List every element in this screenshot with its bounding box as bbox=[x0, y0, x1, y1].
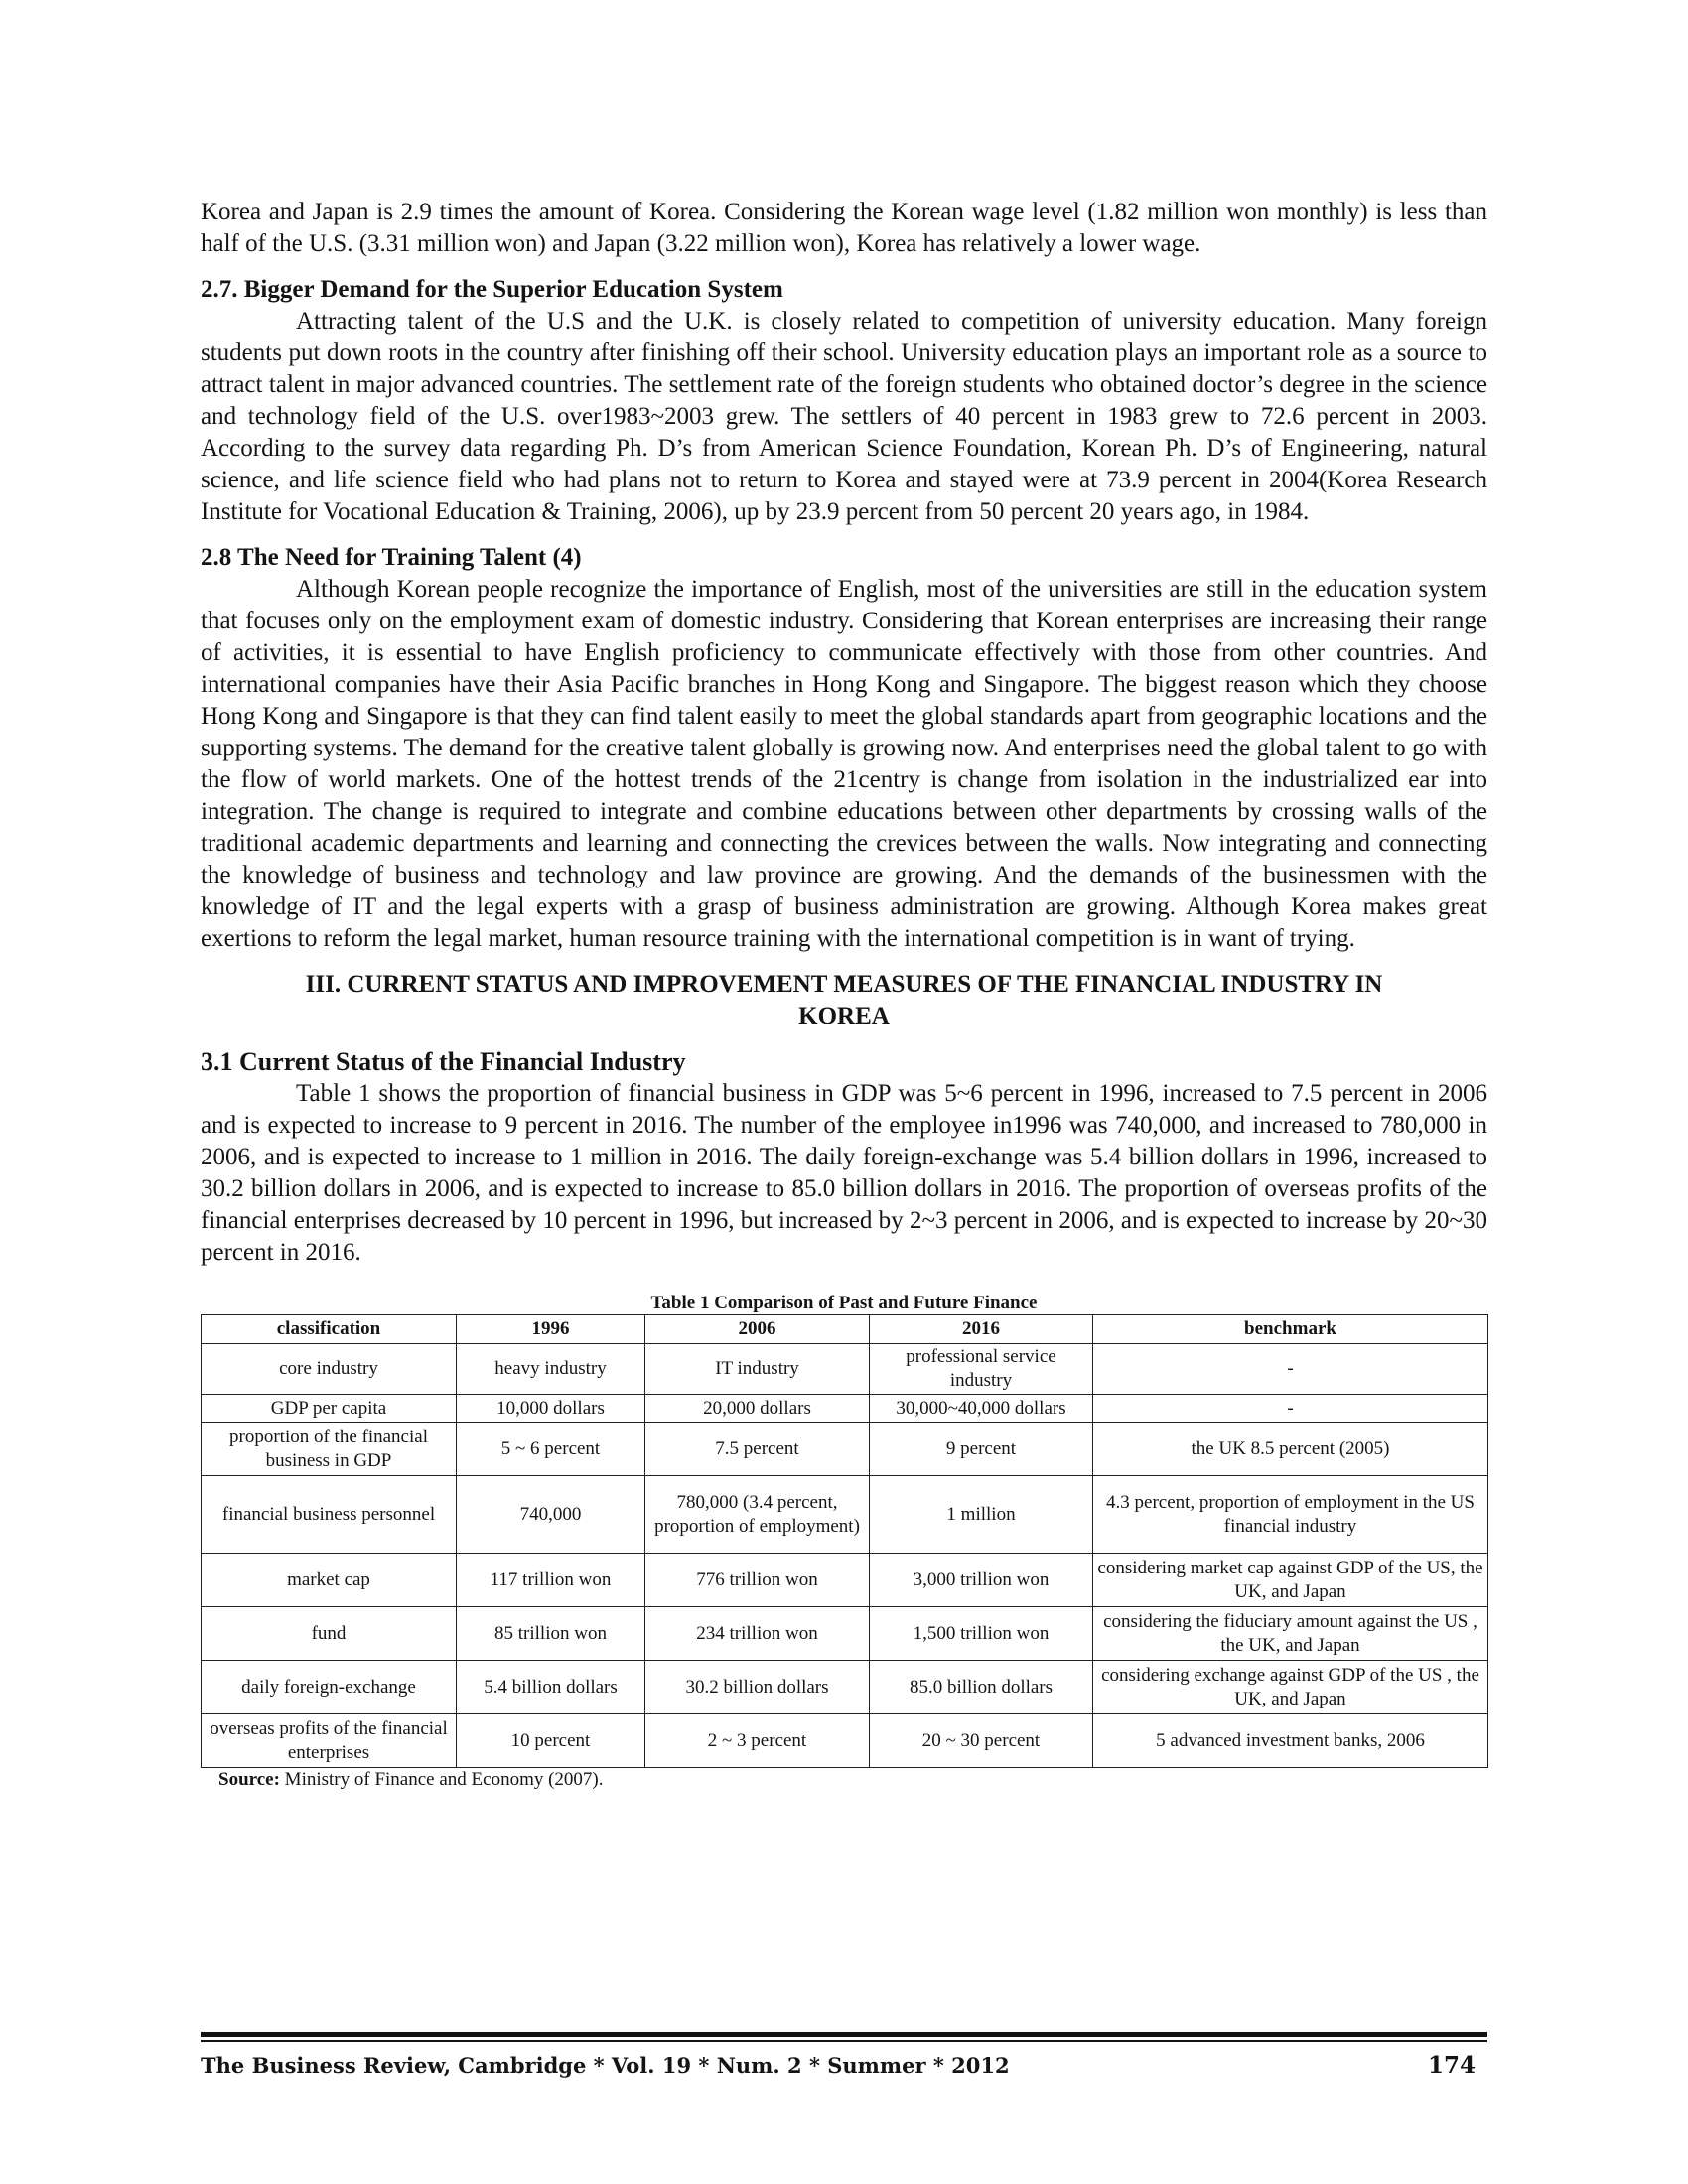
page-footer bbox=[201, 2032, 1487, 2079]
section-3-1-paragraph: Table 1 shows the proportion of financial business in GDP was 5~6 percent in 1996, increased to 7.5 percent in 2006 and is expected to increase to 9 percent in 2016. The number of the employee in1996 was 740,000, and increased to 780,000 in 2006, and is expected to increase to 1 million in 2016. The daily foreign-exchange was 5.4 billion dollars in 1996, increased to 30.2 billion dollars in 2006, and is expected to increase to 85.0 billion dollars in 2016. The proportion of overseas profits of the financial enterprises decreased by 10 percent in 1996, but increased by 2~3 percent in 2006, and is expected to increase by 20~30 percent in 2016. bbox=[201, 1080, 1487, 1266]
table-row bbox=[202, 1344, 1488, 1395]
table-cell: daily foreign-exchange bbox=[202, 1661, 457, 1714]
table-caption: Table 1 Comparison of Past and Future Finance bbox=[650, 1293, 1038, 1313]
table-cell: 85.0 billion dollars bbox=[870, 1661, 1093, 1714]
comparison-table bbox=[201, 1314, 1488, 1768]
table-cell: considering market cap against GDP of the US, the UK, and Japan bbox=[1093, 1554, 1488, 1607]
table-cell: 20,000 dollars bbox=[645, 1395, 870, 1423]
source-text: Ministry of Finance and Economy (2007). bbox=[279, 1769, 604, 1790]
table-header-cell: benchmark bbox=[1093, 1315, 1488, 1344]
table-cell: professional service industry bbox=[870, 1344, 1093, 1395]
table-cell: 1,500 trillion won bbox=[870, 1607, 1093, 1661]
footer-rule bbox=[201, 2032, 1487, 2037]
table-source bbox=[201, 1768, 1487, 1792]
table-row bbox=[202, 1476, 1488, 1554]
section-2-7-paragraph: Attracting talent of the U.S and the U.K. is closely related to competition of university education. Many foreign students put down roots in the country after finishing off their school. University education plays an important role as a source to attract talent in major advanced countries. The settlement rate of the foreign students who obtained doctor’s degree in the science and technology field of the U.S. over1983~2003 grew. The settlers of 40 percent in 1983 grew to 72.6 percent in 2003. According to the survey data regarding Ph. D’s from American Science Foundation, Korean Ph. D’s of Engineering, natural science, and life science field who had plans not to return to Korea and stayed were at 73.9 percent in 2004(Korea Research Institute for Vocational Education & Training, 2006), up by 23.9 percent from 50 percent 20 years ago, in 1984. bbox=[201, 308, 1487, 525]
table-row bbox=[202, 1395, 1488, 1423]
table-cell: 2 ~ 3 percent bbox=[645, 1714, 870, 1768]
page-number: 174 bbox=[1427, 2052, 1476, 2079]
table-cell: heavy industry bbox=[457, 1344, 645, 1395]
table-row bbox=[202, 1554, 1488, 1607]
table-cell: - bbox=[1093, 1395, 1488, 1423]
section-2-8-heading: 2.8 The Need for Training Talent (4) bbox=[201, 544, 582, 571]
table-cell: considering exchange against GDP of the US , the UK, and Japan bbox=[1093, 1661, 1488, 1714]
table-cell: 9 percent bbox=[870, 1423, 1093, 1476]
table-cell: 780,000 (3.4 percent, proportion of employment) bbox=[645, 1476, 870, 1554]
table-cell: 10,000 dollars bbox=[457, 1395, 645, 1423]
intro-paragraph: Korea and Japan is 2.9 times the amount of Korea. Considering the Korean wage level (1.82 million won monthly) is less than half of the U.S. (3.31 million won) and Japan (3.22 million won), Korea has relatively a lower wage. bbox=[201, 199, 1487, 257]
section-2-8-paragraph: Although Korean people recognize the importance of English, most of the universities are still in the education system that focuses only on the employment exam of domestic industry. Considering that Korean enterprises are increasing their range of activities, it is essential to have English proficiency to communicate effectively with those from other countries. And international companies have their Asia Pacific branches in Hong Kong and Singapore. The biggest reason which they choose Hong Kong and Singapore is that they can find talent easily to meet the global standards apart from geographic locations and the supporting systems. The demand for the creative talent globally is growing now. And enterprises need the global talent to go with the flow of world markets. One of the hottest trends of the 21centry is change from isolation in the industrialized ear into integration. The change is required to integrate and combine educations between other departments by crossing walls of the traditional academic departments and learning and connecting the crevices between the walls. Now integrating and connecting the knowledge of business and technology and law province are growing. And the demands of the businessmen with the knowledge of IT and the legal experts with a grasp of business administration are growing. Although Korea makes great exertions to reform the legal market, human resource training with the international competition is in want of trying. bbox=[201, 576, 1487, 952]
table-cell: 776 trillion won bbox=[645, 1554, 870, 1607]
table-cell: - bbox=[1093, 1344, 1488, 1395]
table-cell: 117 trillion won bbox=[457, 1554, 645, 1607]
table-cell: 4.3 percent, proportion of employment in the US financial industry bbox=[1093, 1476, 1488, 1554]
table-cell: 5 advanced investment banks, 2006 bbox=[1093, 1714, 1488, 1768]
table-cell: 7.5 percent bbox=[645, 1423, 870, 1476]
table-cell: 740,000 bbox=[457, 1476, 645, 1554]
table-cell: financial business personnel bbox=[202, 1476, 457, 1554]
table-row bbox=[202, 1661, 1488, 1714]
table-cell: market cap bbox=[202, 1554, 457, 1607]
table-cell: core industry bbox=[202, 1344, 457, 1395]
table-cell: 30,000~40,000 dollars bbox=[870, 1395, 1093, 1423]
table-cell: 30.2 billion dollars bbox=[645, 1661, 870, 1714]
table-cell: 10 percent bbox=[457, 1714, 645, 1768]
section-3-1-heading: 3.1 Current Status of the Financial Industry bbox=[201, 1047, 686, 1076]
table-row bbox=[202, 1423, 1488, 1476]
table-cell: 20 ~ 30 percent bbox=[870, 1714, 1093, 1768]
table-header-cell: classification bbox=[202, 1315, 457, 1344]
table-cell: proportion of the financial business in GDP bbox=[202, 1423, 457, 1476]
section-2-7-heading: 2.7. Bigger Demand for the Superior Education System bbox=[201, 276, 783, 303]
table-row bbox=[202, 1714, 1488, 1768]
table-cell: 3,000 trillion won bbox=[870, 1554, 1093, 1607]
source-label: Source: bbox=[218, 1769, 280, 1790]
table-cell: 234 trillion won bbox=[645, 1607, 870, 1661]
table-cell: fund bbox=[202, 1607, 457, 1661]
table-cell: IT industry bbox=[645, 1344, 870, 1395]
table-cell: GDP per capita bbox=[202, 1395, 457, 1423]
table-row bbox=[202, 1607, 1488, 1661]
table-header-cell: 1996 bbox=[457, 1315, 645, 1344]
table-cell: 5 ~ 6 percent bbox=[457, 1423, 645, 1476]
table-header-cell: 2006 bbox=[645, 1315, 870, 1344]
section-3-heading: III. CURRENT STATUS AND IMPROVEMENT MEASURES OF THE FINANCIAL INDUSTRY IN KOREA bbox=[305, 971, 1383, 1029]
table-cell: 85 trillion won bbox=[457, 1607, 645, 1661]
table-cell: considering the fiduciary amount against the US , the UK, and Japan bbox=[1093, 1607, 1488, 1661]
footer-rule-thin bbox=[201, 2040, 1487, 2042]
table-header-row bbox=[202, 1315, 1488, 1344]
page-body bbox=[201, 197, 1487, 1792]
table-cell: 1 million bbox=[870, 1476, 1093, 1554]
table-cell: 5.4 billion dollars bbox=[457, 1661, 645, 1714]
table-cell: overseas profits of the financial enterprises bbox=[202, 1714, 457, 1768]
table-header-cell: 2016 bbox=[870, 1315, 1093, 1344]
table-cell: the UK 8.5 percent (2005) bbox=[1093, 1423, 1488, 1476]
journal-citation: The Business Review, Cambridge * Vol. 19 * Num. 2 * Summer * 2012 bbox=[201, 2053, 1010, 2078]
